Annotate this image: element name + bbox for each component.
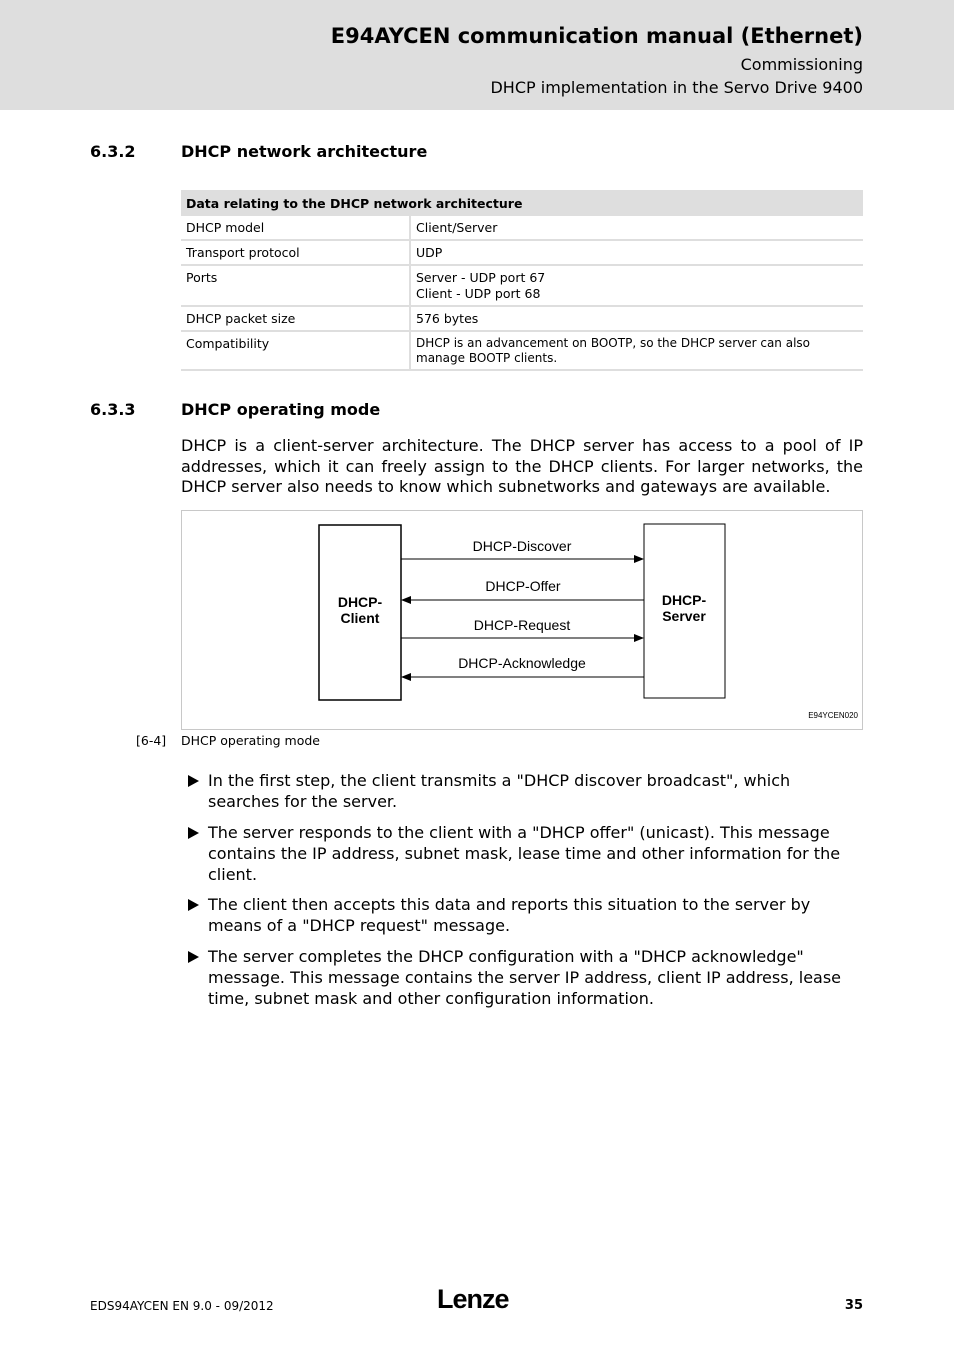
table-key: Compatibility: [181, 331, 410, 370]
table-row: [181, 306, 863, 331]
section-number-633: 6.3.3: [90, 400, 136, 419]
acknowledge-label: DHCP-Acknowledge: [458, 655, 586, 671]
bullet-list: [181, 770, 863, 1018]
triangle-bullet-icon: [188, 899, 199, 911]
document-id: EDS94AYCEN EN 9.0 - 09/2012: [90, 1299, 274, 1313]
table-value: [410, 240, 863, 265]
table-value: [410, 331, 863, 370]
page-header: [0, 0, 954, 110]
list-item-text: The server responds to the client with a "DHCP offer" (unicast). This message contains the IP address, subnet mask, lease time and other information for the client.: [208, 822, 841, 884]
table-key: DHCP model: [181, 216, 410, 240]
section-number-632: 6.3.2: [90, 142, 136, 161]
figure-caption: DHCP operating mode: [181, 733, 320, 748]
diagram-canvas: [182, 511, 862, 729]
list-item-text: In the first step, the client transmits a "DHCP discover broadcast", which searches for the server.: [208, 771, 791, 811]
table-row: [181, 331, 863, 370]
table-key: Ports: [181, 265, 410, 306]
dhcp-sequence-diagram: [181, 510, 863, 730]
discover-label: DHCP-Discover: [472, 538, 572, 554]
table-row: [181, 240, 863, 265]
table-row: [181, 265, 863, 306]
table-key: DHCP packet size: [181, 306, 410, 331]
dhcp-architecture-table: [181, 190, 863, 371]
list-item: [181, 946, 863, 1009]
value-line: UDP: [416, 245, 443, 260]
list-item-text: The server completes the DHCP configuration with a "DHCP acknowledge" message. This message contains the server IP address, client IP address, lease time, subnet mask and other configuration information.: [208, 946, 842, 1008]
server-label-1: DHCP-: [661, 592, 707, 608]
page-number: 35: [844, 1298, 863, 1313]
section-title-633: DHCP operating mode: [181, 400, 381, 419]
value-line: Client/Server: [416, 220, 498, 235]
manual-title: E94AYCEN communication manual (Ethernet): [330, 24, 863, 48]
body-paragraph: DHCP is a client-server architecture. The DHCP server has access to a pool of IP addresses, which it can freely assign to the DHCP clients. For larger networks, the DHCP server also needs to know which subnetworks and gateways are available.: [181, 436, 863, 497]
table-value: [410, 216, 863, 240]
table-value: [410, 306, 863, 331]
request-label: DHCP-Request: [473, 617, 571, 633]
figure-code: E94YCEN020: [808, 711, 858, 720]
client-label-1: DHCP-: [337, 594, 383, 610]
value-line: DHCP is an advancement on BOOTP, so the DHCP server can also manage BOOTP clients.: [416, 336, 811, 365]
list-item-text: The client then accepts this data and reports this situation to the server by means of a "DHCP request" message.: [208, 895, 811, 935]
value-line: 576 bytes: [416, 311, 479, 326]
table-key: Transport protocol: [181, 240, 410, 265]
offer-label: DHCP-Offer: [485, 578, 561, 594]
triangle-bullet-icon: [188, 951, 199, 963]
list-item: [181, 894, 863, 936]
section-name: DHCP implementation in the Servo Drive 9400: [490, 78, 863, 97]
lenze-logo: Lenze: [437, 1284, 509, 1314]
figure-number: [6-4]: [136, 733, 167, 748]
value-line: Server - UDP port 67: [416, 270, 546, 285]
client-label-2: Client: [340, 610, 380, 626]
list-item: [181, 822, 863, 885]
triangle-bullet-icon: [188, 775, 199, 787]
list-item: [181, 770, 863, 812]
table-header-row: [181, 190, 863, 216]
value-line: Client - UDP port 68: [416, 286, 541, 301]
table-value: [410, 265, 863, 306]
section-title-632: DHCP network architecture: [181, 142, 428, 161]
table-row: [181, 216, 863, 240]
table-header: Data relating to the DHCP network architecture: [181, 190, 863, 216]
server-label-2: Server: [662, 608, 706, 624]
chapter-name: Commissioning: [740, 55, 863, 74]
triangle-bullet-icon: [188, 827, 199, 839]
